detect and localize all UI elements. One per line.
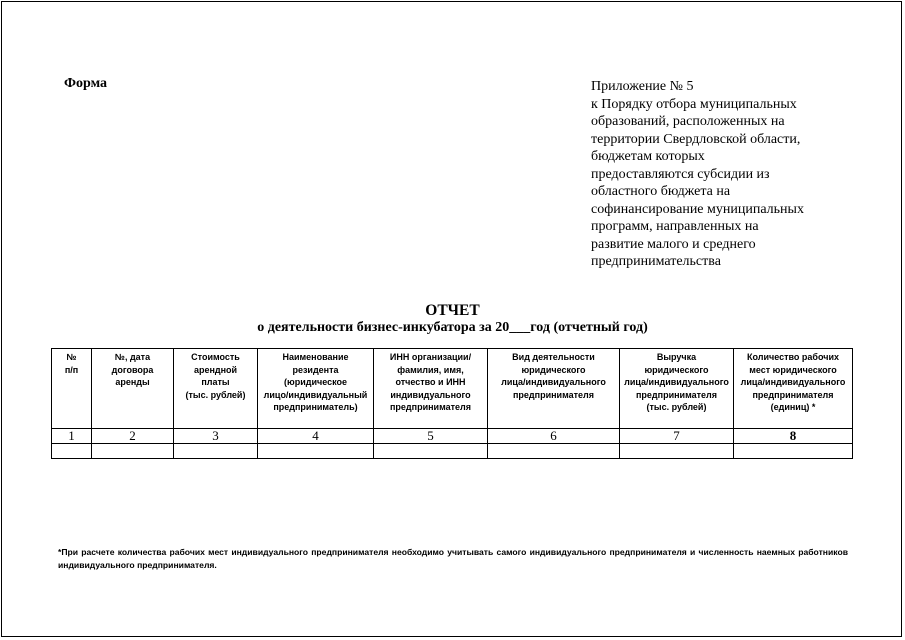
column-number: 8 [734,429,853,444]
column-number: 7 [620,429,734,444]
appendix-line: территории Свердловской области, [591,131,801,147]
column-header: Количество рабочих мест юридического лица/индивидуального предпринимателя (единиц) * [734,349,853,429]
column-number: 5 [374,429,488,444]
column-number: 4 [258,429,374,444]
column-number: 3 [174,429,258,444]
column-header: Стоимость арендной платы (тыс. рублей) [174,349,258,429]
table-cell [488,444,620,459]
appendix-line: областного бюджета на [591,184,731,199]
report-table [51,348,853,459]
column-header: №, дата договора аренды [92,349,174,429]
appendix-line: образований, расположенных на [591,114,785,129]
appendix-line: развитие малого и среднего [591,236,756,252]
table-cell [734,444,853,459]
report-subtitle: о деятельности бизнес-инкубатора за 20___год (отчетный год) [257,320,648,335]
column-header: Вид деятельности юридического лица/индивидуального предпринимателя [488,349,620,429]
appendix-line: бюджетам которых [591,149,705,164]
form-label: Форма [64,76,108,91]
table-cell [174,444,258,459]
table-cell [620,444,734,459]
table-cell [52,444,92,459]
table-cell [374,444,488,459]
column-header: № п/п [52,349,92,429]
appendix-note [591,78,851,271]
table-cell [258,444,374,459]
column-number: 2 [92,429,174,444]
column-header: ИНН организации/ фамилия, имя, отчество и ИНН индивидуального предпринимателя [374,349,488,429]
column-number: 1 [52,429,92,444]
table-header-row [52,349,853,429]
appendix-line: предпринимательства [591,254,721,269]
column-number-row [52,429,853,444]
column-header: Наименование резидента (юридическое лицо/индивидуальный предприниматель) [258,349,374,429]
column-header: Выручка юридического лица/индивидуального предпринимателя (тыс. рублей) [620,349,734,429]
appendix-line: Приложение № 5 [591,79,694,94]
appendix-line: к Порядку отбора муниципальных [591,96,797,112]
table-row [52,444,853,459]
table-cell [92,444,174,459]
footnote: *При расчете количества рабочих мест индивидуального предпринимателя необходимо учитывать самого индивидуального предпринимателя и численность наемных работников индивидуального предпринимателя. [58,547,848,570]
column-number: 6 [488,429,620,444]
appendix-line: программ, направленных на [591,219,759,234]
report-title: ОТЧЕТ [425,302,480,319]
appendix-line: предоставляются субсидии из [591,166,770,182]
appendix-line: софинансирование муниципальных [591,201,804,217]
